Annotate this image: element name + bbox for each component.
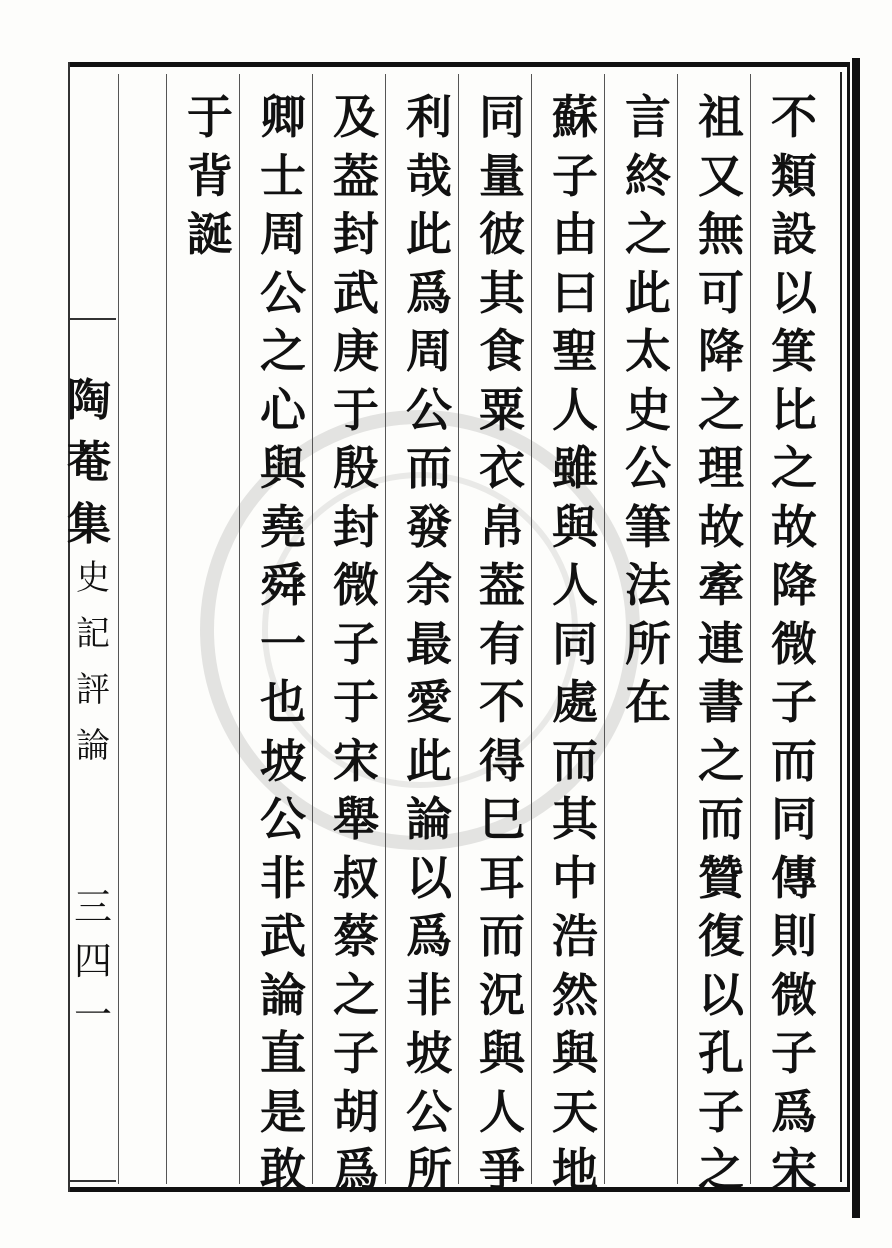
glyph: 利 bbox=[406, 90, 452, 144]
glyph: 一 bbox=[73, 993, 112, 1037]
glyph: 微 bbox=[771, 967, 817, 1022]
glyph: 人 bbox=[552, 382, 598, 437]
glyph: 周 bbox=[260, 207, 306, 261]
glyph: 殷 bbox=[333, 441, 379, 495]
glyph: 太 bbox=[625, 324, 671, 378]
glyph: 論 bbox=[260, 967, 306, 1022]
column-rule bbox=[166, 74, 167, 1184]
glyph: 此 bbox=[625, 265, 671, 320]
glyph: 人 bbox=[479, 1084, 525, 1139]
glyph: 公 bbox=[260, 265, 306, 320]
glyph: 有 bbox=[479, 616, 525, 671]
glyph: 所 bbox=[625, 616, 671, 671]
glyph: 與 bbox=[552, 1026, 598, 1080]
book-title bbox=[66, 370, 112, 556]
glyph: 法 bbox=[625, 558, 671, 612]
glyph: 曰 bbox=[552, 265, 598, 320]
text-column bbox=[324, 88, 388, 1200]
glyph: 處 bbox=[552, 675, 598, 729]
glyph: 于 bbox=[333, 382, 379, 437]
glyph: 復 bbox=[698, 909, 744, 963]
glyph: 發 bbox=[406, 499, 452, 554]
glyph: 以 bbox=[771, 265, 817, 320]
glyph: 故 bbox=[771, 499, 817, 554]
glyph: 子 bbox=[771, 675, 817, 729]
glyph: 理 bbox=[698, 441, 744, 495]
glyph: 微 bbox=[771, 616, 817, 671]
glyph: 天 bbox=[552, 1084, 598, 1139]
glyph: 背 bbox=[187, 148, 233, 203]
glyph: 公 bbox=[406, 382, 452, 437]
glyph: 子 bbox=[771, 1026, 817, 1080]
glyph: 誕 bbox=[187, 207, 233, 261]
margin-bottom-rule bbox=[70, 1180, 116, 1182]
glyph: 書 bbox=[698, 675, 744, 729]
text-column bbox=[616, 88, 680, 732]
glyph: 食 bbox=[479, 324, 525, 378]
glyph: 言 bbox=[625, 90, 671, 144]
glyph: 而 bbox=[698, 792, 744, 846]
glyph: 浩 bbox=[552, 909, 598, 963]
glyph: 子 bbox=[698, 1084, 744, 1139]
glyph: 無 bbox=[698, 207, 744, 261]
glyph: 于 bbox=[187, 90, 233, 144]
glyph: 然 bbox=[552, 967, 598, 1022]
glyph: 宋 bbox=[333, 733, 379, 788]
glyph: 哉 bbox=[406, 148, 452, 203]
chapter-title bbox=[70, 550, 116, 774]
glyph: 評 bbox=[76, 670, 110, 710]
glyph: 堯 bbox=[260, 499, 306, 554]
glyph: 降 bbox=[771, 558, 817, 612]
glyph: 耳 bbox=[479, 850, 525, 905]
glyph: 封 bbox=[333, 207, 379, 261]
glyph: 得 bbox=[479, 733, 525, 788]
glyph: 其 bbox=[552, 792, 598, 846]
glyph: 周 bbox=[406, 324, 452, 378]
glyph: 筆 bbox=[625, 499, 671, 554]
glyph: 牽 bbox=[698, 558, 744, 612]
glyph: 集 bbox=[67, 499, 111, 550]
column-rule bbox=[118, 74, 119, 1184]
glyph: 葢 bbox=[479, 558, 525, 612]
glyph: 非 bbox=[260, 850, 306, 905]
glyph: 量 bbox=[479, 148, 525, 203]
glyph: 可 bbox=[698, 265, 744, 320]
glyph: 余 bbox=[406, 558, 452, 612]
right-border-inner bbox=[840, 72, 842, 1182]
glyph: 四 bbox=[73, 939, 112, 983]
glyph: 終 bbox=[625, 148, 671, 203]
glyph: 葢 bbox=[333, 148, 379, 203]
text-column bbox=[689, 88, 753, 1200]
glyph: 及 bbox=[333, 90, 379, 144]
text-column bbox=[397, 88, 461, 1200]
glyph: 陶 bbox=[67, 375, 111, 426]
margin-top-rule bbox=[70, 318, 116, 320]
glyph: 蘇 bbox=[552, 90, 598, 144]
glyph: 公 bbox=[260, 792, 306, 846]
glyph: 雖 bbox=[552, 441, 598, 495]
glyph: 不 bbox=[771, 90, 817, 144]
glyph: 之 bbox=[698, 382, 744, 437]
glyph: 在 bbox=[625, 675, 671, 729]
glyph: 史 bbox=[76, 558, 110, 598]
glyph: 況 bbox=[479, 967, 525, 1022]
glyph: 一 bbox=[260, 616, 306, 671]
glyph: 連 bbox=[698, 616, 744, 671]
glyph: 故 bbox=[698, 499, 744, 554]
text-column bbox=[762, 88, 826, 1200]
glyph: 庚 bbox=[333, 324, 379, 378]
glyph: 武 bbox=[260, 909, 306, 963]
glyph: 以 bbox=[698, 967, 744, 1022]
glyph: 敢 bbox=[260, 1143, 306, 1197]
glyph: 爲 bbox=[406, 909, 452, 963]
glyph: 而 bbox=[552, 733, 598, 788]
glyph: 蔡 bbox=[333, 909, 379, 963]
glyph: 爭 bbox=[479, 1143, 525, 1197]
glyph: 是 bbox=[260, 1084, 306, 1139]
glyph: 其 bbox=[479, 265, 525, 320]
glyph: 設 bbox=[771, 207, 817, 261]
glyph: 聖 bbox=[552, 324, 598, 378]
text-column bbox=[470, 88, 534, 1200]
glyph: 爲 bbox=[771, 1084, 817, 1139]
glyph: 比 bbox=[771, 382, 817, 437]
glyph: 舜 bbox=[260, 558, 306, 612]
glyph: 之 bbox=[771, 441, 817, 495]
glyph: 人 bbox=[552, 558, 598, 612]
glyph: 類 bbox=[771, 148, 817, 203]
glyph: 論 bbox=[406, 792, 452, 846]
glyph: 公 bbox=[625, 441, 671, 495]
glyph: 則 bbox=[771, 909, 817, 963]
glyph: 降 bbox=[698, 324, 744, 378]
glyph: 又 bbox=[698, 148, 744, 203]
glyph: 三 bbox=[73, 885, 112, 929]
glyph: 論 bbox=[76, 726, 110, 766]
text-column bbox=[251, 88, 315, 1200]
text-column bbox=[543, 88, 607, 1200]
glyph: 地 bbox=[552, 1143, 598, 1197]
glyph: 封 bbox=[333, 499, 379, 554]
glyph: 之 bbox=[333, 967, 379, 1022]
glyph: 傳 bbox=[771, 850, 817, 905]
page-number bbox=[68, 880, 118, 1042]
glyph: 而 bbox=[479, 909, 525, 963]
glyph: 子 bbox=[333, 1026, 379, 1080]
glyph: 此 bbox=[406, 207, 452, 261]
glyph: 子 bbox=[552, 148, 598, 203]
glyph: 坡 bbox=[406, 1026, 452, 1080]
glyph: 與 bbox=[479, 1026, 525, 1080]
glyph: 贊 bbox=[698, 850, 744, 905]
glyph: 箕 bbox=[771, 324, 817, 378]
glyph: 同 bbox=[479, 90, 525, 144]
glyph: 爲 bbox=[333, 1143, 379, 1197]
glyph: 由 bbox=[552, 207, 598, 261]
glyph: 與 bbox=[552, 499, 598, 554]
glyph: 彼 bbox=[479, 207, 525, 261]
glyph: 之 bbox=[698, 1143, 744, 1197]
glyph: 與 bbox=[260, 441, 306, 495]
glyph: 最 bbox=[406, 616, 452, 671]
glyph: 士 bbox=[260, 148, 306, 203]
glyph: 同 bbox=[771, 792, 817, 846]
glyph: 坡 bbox=[260, 733, 306, 788]
glyph: 武 bbox=[333, 265, 379, 320]
glyph: 公 bbox=[406, 1084, 452, 1139]
glyph: 宋 bbox=[771, 1143, 817, 1197]
glyph: 所 bbox=[406, 1143, 452, 1197]
glyph: 微 bbox=[333, 558, 379, 612]
glyph: 中 bbox=[552, 850, 598, 905]
glyph: 而 bbox=[406, 441, 452, 495]
glyph: 愛 bbox=[406, 675, 452, 729]
glyph: 祖 bbox=[698, 90, 744, 144]
glyph: 粟 bbox=[479, 382, 525, 437]
glyph: 之 bbox=[260, 324, 306, 378]
glyph: 孔 bbox=[698, 1026, 744, 1080]
glyph: 帛 bbox=[479, 499, 525, 554]
glyph: 子 bbox=[333, 616, 379, 671]
glyph: 衣 bbox=[479, 441, 525, 495]
glyph: 爲 bbox=[406, 265, 452, 320]
glyph: 而 bbox=[771, 733, 817, 788]
glyph: 菴 bbox=[67, 437, 111, 488]
glyph: 同 bbox=[552, 616, 598, 671]
glyph: 也 bbox=[260, 675, 306, 729]
glyph: 巳 bbox=[479, 792, 525, 846]
glyph: 之 bbox=[625, 207, 671, 261]
glyph: 直 bbox=[260, 1026, 306, 1080]
glyph: 之 bbox=[698, 733, 744, 788]
glyph: 于 bbox=[333, 675, 379, 729]
glyph: 胡 bbox=[333, 1084, 379, 1139]
glyph: 史 bbox=[625, 382, 671, 437]
glyph: 心 bbox=[260, 382, 306, 437]
glyph: 記 bbox=[76, 614, 110, 654]
glyph: 叔 bbox=[333, 850, 379, 905]
glyph: 非 bbox=[406, 967, 452, 1022]
glyph: 以 bbox=[406, 850, 452, 905]
right-border-thick bbox=[852, 58, 860, 1218]
glyph: 不 bbox=[479, 675, 525, 729]
glyph: 卿 bbox=[260, 90, 306, 144]
glyph: 此 bbox=[406, 733, 452, 788]
glyph: 舉 bbox=[333, 792, 379, 846]
text-column bbox=[178, 88, 242, 264]
